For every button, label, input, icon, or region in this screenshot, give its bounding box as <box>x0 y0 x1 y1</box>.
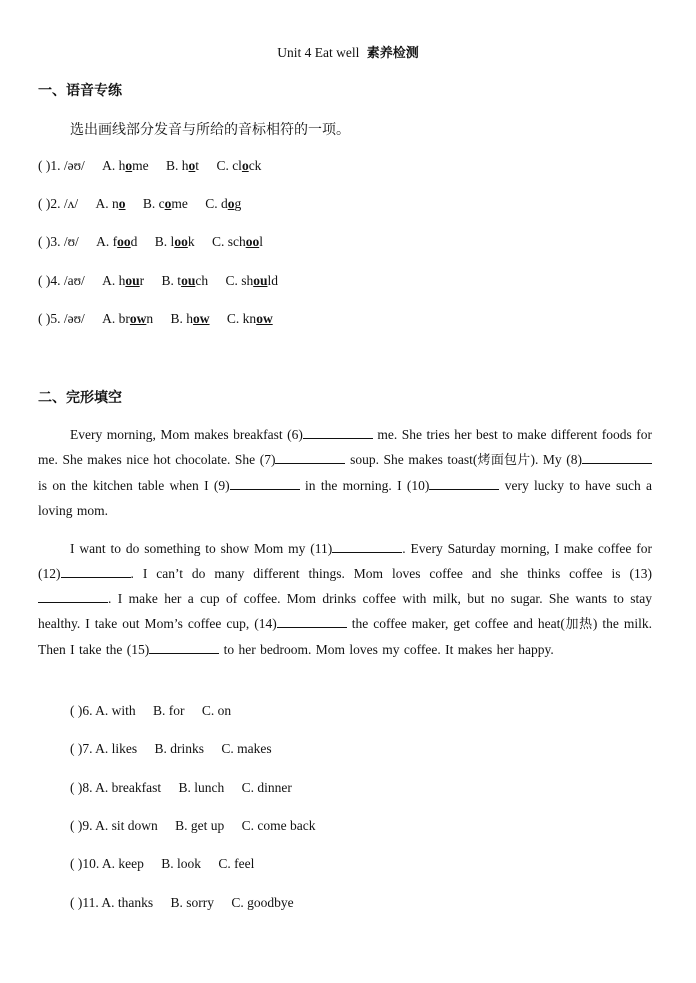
question-number: ( )3. <box>38 234 61 249</box>
page-title <box>0 42 696 61</box>
cloze-question-7 <box>70 741 272 757</box>
blank-7[interactable] <box>275 451 345 464</box>
cloze-paragraph-2: I want to do something to show Mom my (11) . Every Saturday morning, I make coffee for (12) . I can’t do many different things. Mom loves coffee and she thinks coffee is (13). I make her a cup of coffee. Mom drinks coffee with milk, but no sugar. She wants to stay healthy. I take out Mom’s coffee cup, (14) the coffee maker, get coffee and heat(加热) the milk. Then I take the (15) to her bedroom. Mom loves my coffee. It makes her happy. <box>38 541 652 657</box>
blank-13[interactable] <box>38 590 108 603</box>
option-c: C. makes <box>221 741 272 756</box>
section1-instruction: 选出画线部分发音与所给的音标相符的一项。 <box>70 122 350 138</box>
blank-14[interactable] <box>277 615 347 628</box>
question-number: ( )7. <box>70 741 93 756</box>
option-a: A. brown <box>102 311 154 326</box>
option-a: A. food <box>96 234 138 249</box>
question-number: ( )5. <box>38 311 61 326</box>
blank-8[interactable] <box>582 451 652 464</box>
option-b: B. for <box>153 703 185 718</box>
cloze-question-9 <box>70 818 316 834</box>
blank-9[interactable] <box>230 477 300 490</box>
option-a: A. no <box>95 196 126 211</box>
cloze-paragraph-1: Every morning, Mom makes breakfast (6) me. She tries her best to make different foods for me. She makes nice hot chocolate. She (7) soup. She makes toast(烤面包片). My (8) is on the kitchen table when I (9) in the morning. I (10) very lucky to have such a loving mom. <box>38 427 653 518</box>
blank-11[interactable] <box>332 540 402 553</box>
blank-6[interactable] <box>303 426 373 439</box>
ipa-symbol: /ʊ/ <box>63 234 79 249</box>
question-number: ( )8. <box>70 780 93 795</box>
option-b: B. get up <box>175 818 225 833</box>
phonics-question-4 <box>38 273 278 289</box>
option-c: C. dog <box>205 196 242 211</box>
question-number: ( )6. <box>70 703 93 718</box>
option-a: A. hour <box>102 273 145 288</box>
ipa-symbol: /aʊ/ <box>63 273 85 288</box>
section1-heading: 一、语音专练 <box>38 83 122 99</box>
cloze-question-10 <box>70 856 254 872</box>
option-c: C. on <box>201 703 232 718</box>
question-number: ( )4. <box>38 273 61 288</box>
cloze-question-11 <box>70 895 294 911</box>
option-a: A. breakfast <box>95 780 162 795</box>
question-number: ( )11. <box>70 895 99 910</box>
cloze-question-6 <box>70 703 231 719</box>
option-c: C. should <box>225 273 278 288</box>
phonics-question-3 <box>38 234 263 250</box>
phonics-question-5 <box>38 311 273 327</box>
question-number: ( )9. <box>70 818 93 833</box>
ipa-symbol: /əʊ/ <box>63 311 85 326</box>
ipa-symbol: /əʊ/ <box>63 158 85 173</box>
option-a: A. with <box>95 703 136 718</box>
title-cn: 素养检测 <box>366 46 419 61</box>
option-b: B. look <box>161 856 202 871</box>
option-b: B. come <box>142 196 188 211</box>
cloze-question-8 <box>70 780 292 796</box>
option-a: A. thanks <box>101 895 154 910</box>
option-c: C. school <box>211 234 263 249</box>
option-c: C. clock <box>216 158 262 173</box>
option-b: B. how <box>170 311 210 326</box>
option-b: B. lunch <box>178 780 225 795</box>
option-b: B. drinks <box>154 741 205 756</box>
title-en: Unit 4 Eat well <box>277 45 360 60</box>
option-a: A. likes <box>95 741 138 756</box>
option-c: C. goodbye <box>231 895 294 910</box>
blank-15[interactable] <box>149 641 219 654</box>
option-a: A. home <box>102 158 149 173</box>
option-b: B. look <box>154 234 195 249</box>
option-c: C. know <box>226 311 273 326</box>
option-c: C. feel <box>218 856 255 871</box>
option-b: B. sorry <box>170 895 215 910</box>
option-c: C. come back <box>241 818 316 833</box>
section2-heading: 二、完形填空 <box>38 390 122 406</box>
blank-10[interactable] <box>429 477 499 490</box>
option-b: B. touch <box>161 273 209 288</box>
phonics-question-2 <box>38 196 241 212</box>
option-a: A. sit down <box>95 818 158 833</box>
blank-12[interactable] <box>61 565 131 578</box>
phonics-question-1 <box>38 158 261 174</box>
option-c: C. dinner <box>241 780 292 795</box>
question-number: ( )10. <box>70 856 100 871</box>
ipa-symbol: /ʌ/ <box>63 196 79 211</box>
option-b: B. hot <box>166 158 200 173</box>
question-number: ( )1. <box>38 158 61 173</box>
option-a: A. keep <box>101 856 144 871</box>
question-number: ( )2. <box>38 196 61 211</box>
